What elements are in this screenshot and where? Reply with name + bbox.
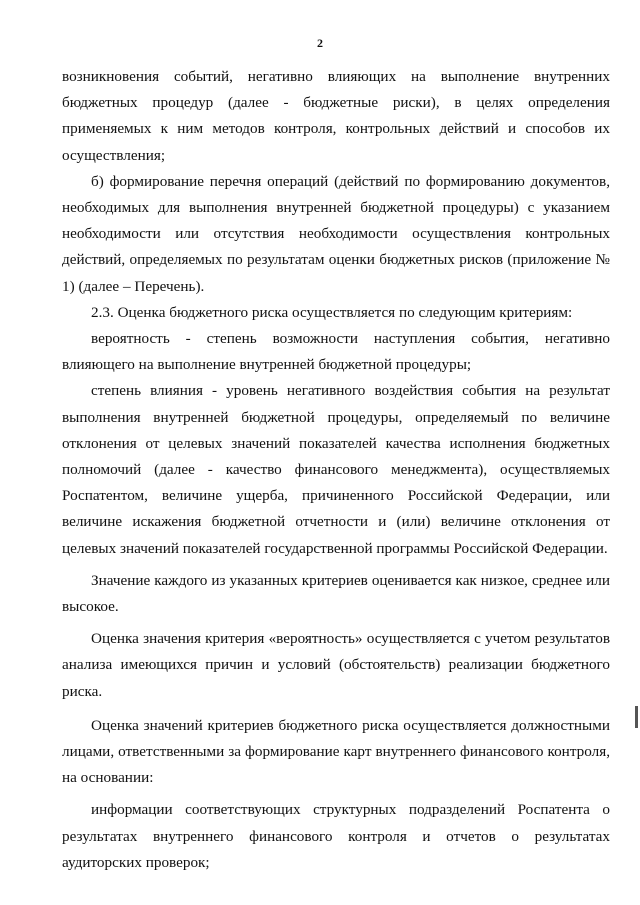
page-number: 2 <box>317 36 323 50</box>
paragraph-impact-degree: степень влияния - уровень негативного воздействия события на результат выполнения внутренней бюджетной процедуры, определяемый по величине отклонения от целевых значений показателей качества исполнения бюджетных полномочий (далее - качество финансового менеджмента), осуществляемых Роспатентом, величине ущерба, причиненного Российской Федерации, или величине искажения бюджетной отчетности и (или) величине отклонения от целевых значений показателей государственной программы Российской Федерации. <box>62 382 610 557</box>
paragraph-probability-assessment: Оценка значения критерия «вероятность» осуществляется с учетом результатов анализа имеющихся причин и условий (обстоятельств) реализации бюджетного риска. <box>62 630 610 700</box>
paragraph-risks-continuation: возникновения событий, негативно влияющих на выполнение внутренних бюджетных процедур (далее - бюджетные риски), в целях определения применяемых к ним методов контроля, контрольных действий и способов их осуществления; <box>62 68 610 164</box>
paragraph-assessment-officials: Оценка значений критериев бюджетного риска осуществляется должностными лицами, ответственными за формирование карт внутреннего финансового контроля, на основании: <box>62 716 610 787</box>
scan-edge-mark <box>635 706 638 728</box>
document-body <box>62 64 610 876</box>
paragraph-criteria-values: Значение каждого из указанных критериев оценивается как низкое, среднее или высокое. <box>62 571 610 616</box>
paragraph-probability: вероятность - степень возможности наступления события, негативно влияющего на выполнение внутренней бюджетной процедуры; <box>62 330 610 374</box>
paragraph-criteria-heading: 2.3. Оценка бюджетного риска осуществляется по следующим критериям: <box>91 303 573 321</box>
paragraph-operations-list: б) формирование перечня операций (действий по формированию документов, необходимых для выполнения внутренней бюджетной процедуры) с указанием необходимости или отсутствия необходимости осуществления контрольных действий, определяемых по результатам оценки бюджетных рисков (приложение № 1) (далее – Перечень). <box>62 172 610 295</box>
paragraph-information-sources: информации соответствующих структурных подразделений Роспатента о результатах внутреннего финансового контроля и отчетов о результатах аудиторских проверок; <box>62 801 610 871</box>
